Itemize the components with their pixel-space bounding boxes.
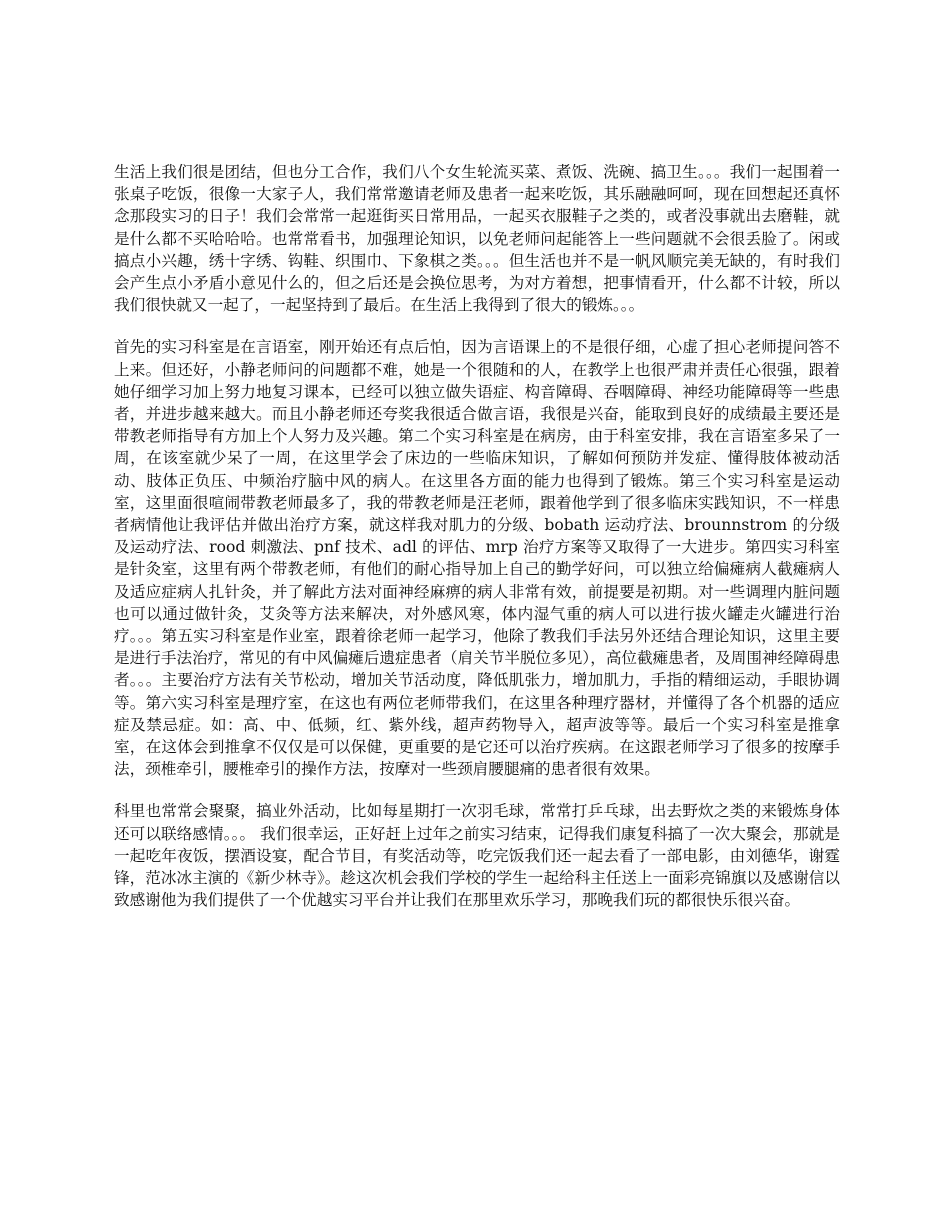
paragraph-departments: 首先的实习科室是在言语室，刚开始还有点后怕，因为言语课上的不是很仔细，心虚了担心老师提问答不上来。但还好，小静老师问的问题都不难，她是一个很随和的人，在教学上也很严肃并责任心很强，跟着她仔细学习加上努力地复习课本，已经可以独立做失语症、构音障碍、吞咽障碍、神经功能障碍等一些患者，并进步越来越大。而且小静老师还夸奖我很适合做言语，我很是兴奋，能取到良好的成绩最主要还是带教老师指导有方加上个人努力及兴趣。第二个实习科室是在病房，由于科室安排，我在言语室多呆了一周，在该室就少呆了一周，在这里学会了床边的一些临床知识，了解如何预防并发症、懂得肢体被动活动、肢体正负压、中频治疗脑中风的病人。在这里各方面的能力也得到了锻炼。第三个实习科室是运动室，这里面很喧闹带教老师最多了，我的带教老师是汪老师，跟着他学到了很多临床实践知识，不一样患者病情他让我评估并做出治疗方案，就这样我对肌力的分级、bobath 运动疗法、brounnstrom 的分级及运动疗法、rood 刺激法、pnf 技术、adl 的评估、mrp 治疗方案等又取得了一大进步。第四实习科室是针灸室，这里有两个带教老师，有他们的耐心指导加上自己的勤学好问，可以独立给偏瘫病人截瘫病人及适应症病人扎针灸，并了解此方法对面神经麻痹的病人非常有效，前提要是初期。对一些调理内脏问题也可以通过做针灸，艾灸等方法来解决，对外感风寒，体内湿气重的病人可以进行拔火罐走火罐进行治疗。。。第五实习科室是作业室，跟着徐老师一起学习，他除了教我们手法另外还结合理论知识，这里主要是进行手法治疗，常见的有中风偏瘫后遗症患者（肩关节半脱位多见），高位截瘫患者，及周围神经障碍患者。。。主要治疗方法有关节松动，增加关节活动度，降低肌张力，增加肌力，手指的精细运动，手眼协调等。第六实习科室是理疗室，在这也有两位老师带我们，在这里各种理疗器材，并懂得了各个机器的适应症及禁忌症。如：高、中、低频，红、紫外线，超声药物导入，超声波等等。最后一个实习科室是推拿室，在这体会到推拿不仅仅是可以保健，更重要的是它还可以治疗疾病。在这跟老师学习了很多的按摩手法，颈椎牵引，腰椎牵引的操作方法，按摩对一些颈肩腰腿痛的患者很有效果。 (114, 338, 840, 779)
document-body (114, 161, 840, 932)
paragraph-life: 生活上我们很是团结，但也分工合作，我们八个女生轮流买菜、煮饭、洗碗、搞卫生。。。我们一起围着一张桌子吃饭，很像一大家子人，我们常常邀请老师及患者一起来吃饭，其乐融融呵呵，现在回想起还真怀念那段实习的日子！我们会常常一起逛街买日常用品，一起买衣服鞋子之类的，或者没事就出去磨鞋，就是什么都不买哈哈哈。也常常看书，加强理论知识，以免老师问起能答上一些问题就不会很丢脸了。闲或搞点小兴趣，绣十字绣、钩鞋、织围巾、下象棋之类。。。但生活也并不是一帆风顺完美无缺的，有时我们会产生点小矛盾小意见什么的，但之后还是会换位思考，为对方着想，把事情看开，什么都不计较，所以我们很快就又一起了，一起坚持到了最后。在生活上我得到了很大的锻炼。。。 (114, 163, 840, 315)
paragraph-activities: 科里也常常会聚聚，搞业外活动，比如每星期打一次羽毛球，常常打乒乓球，出去野炊之类的来锻炼身体还可以联络感情。。。 我们很幸运，正好赶上过年之前实习结束，记得我们康复科搞了一次大聚会，那就是一起吃年夜饭，摆酒设宴，配合节目，有奖活动等，吃完饭我们还一起去看了一部电影，由刘德华，谢霆锋，范冰冰主演的《新少林寺》。趁这次机会我们学校的学生一起给科主任送上一面彩亮锦旗以及感谢信以致感谢他为我们提供了一个优越实习平台并让我们在那里欢乐学习，那晚我们玩的都很快乐很兴奋。 (114, 802, 840, 910)
